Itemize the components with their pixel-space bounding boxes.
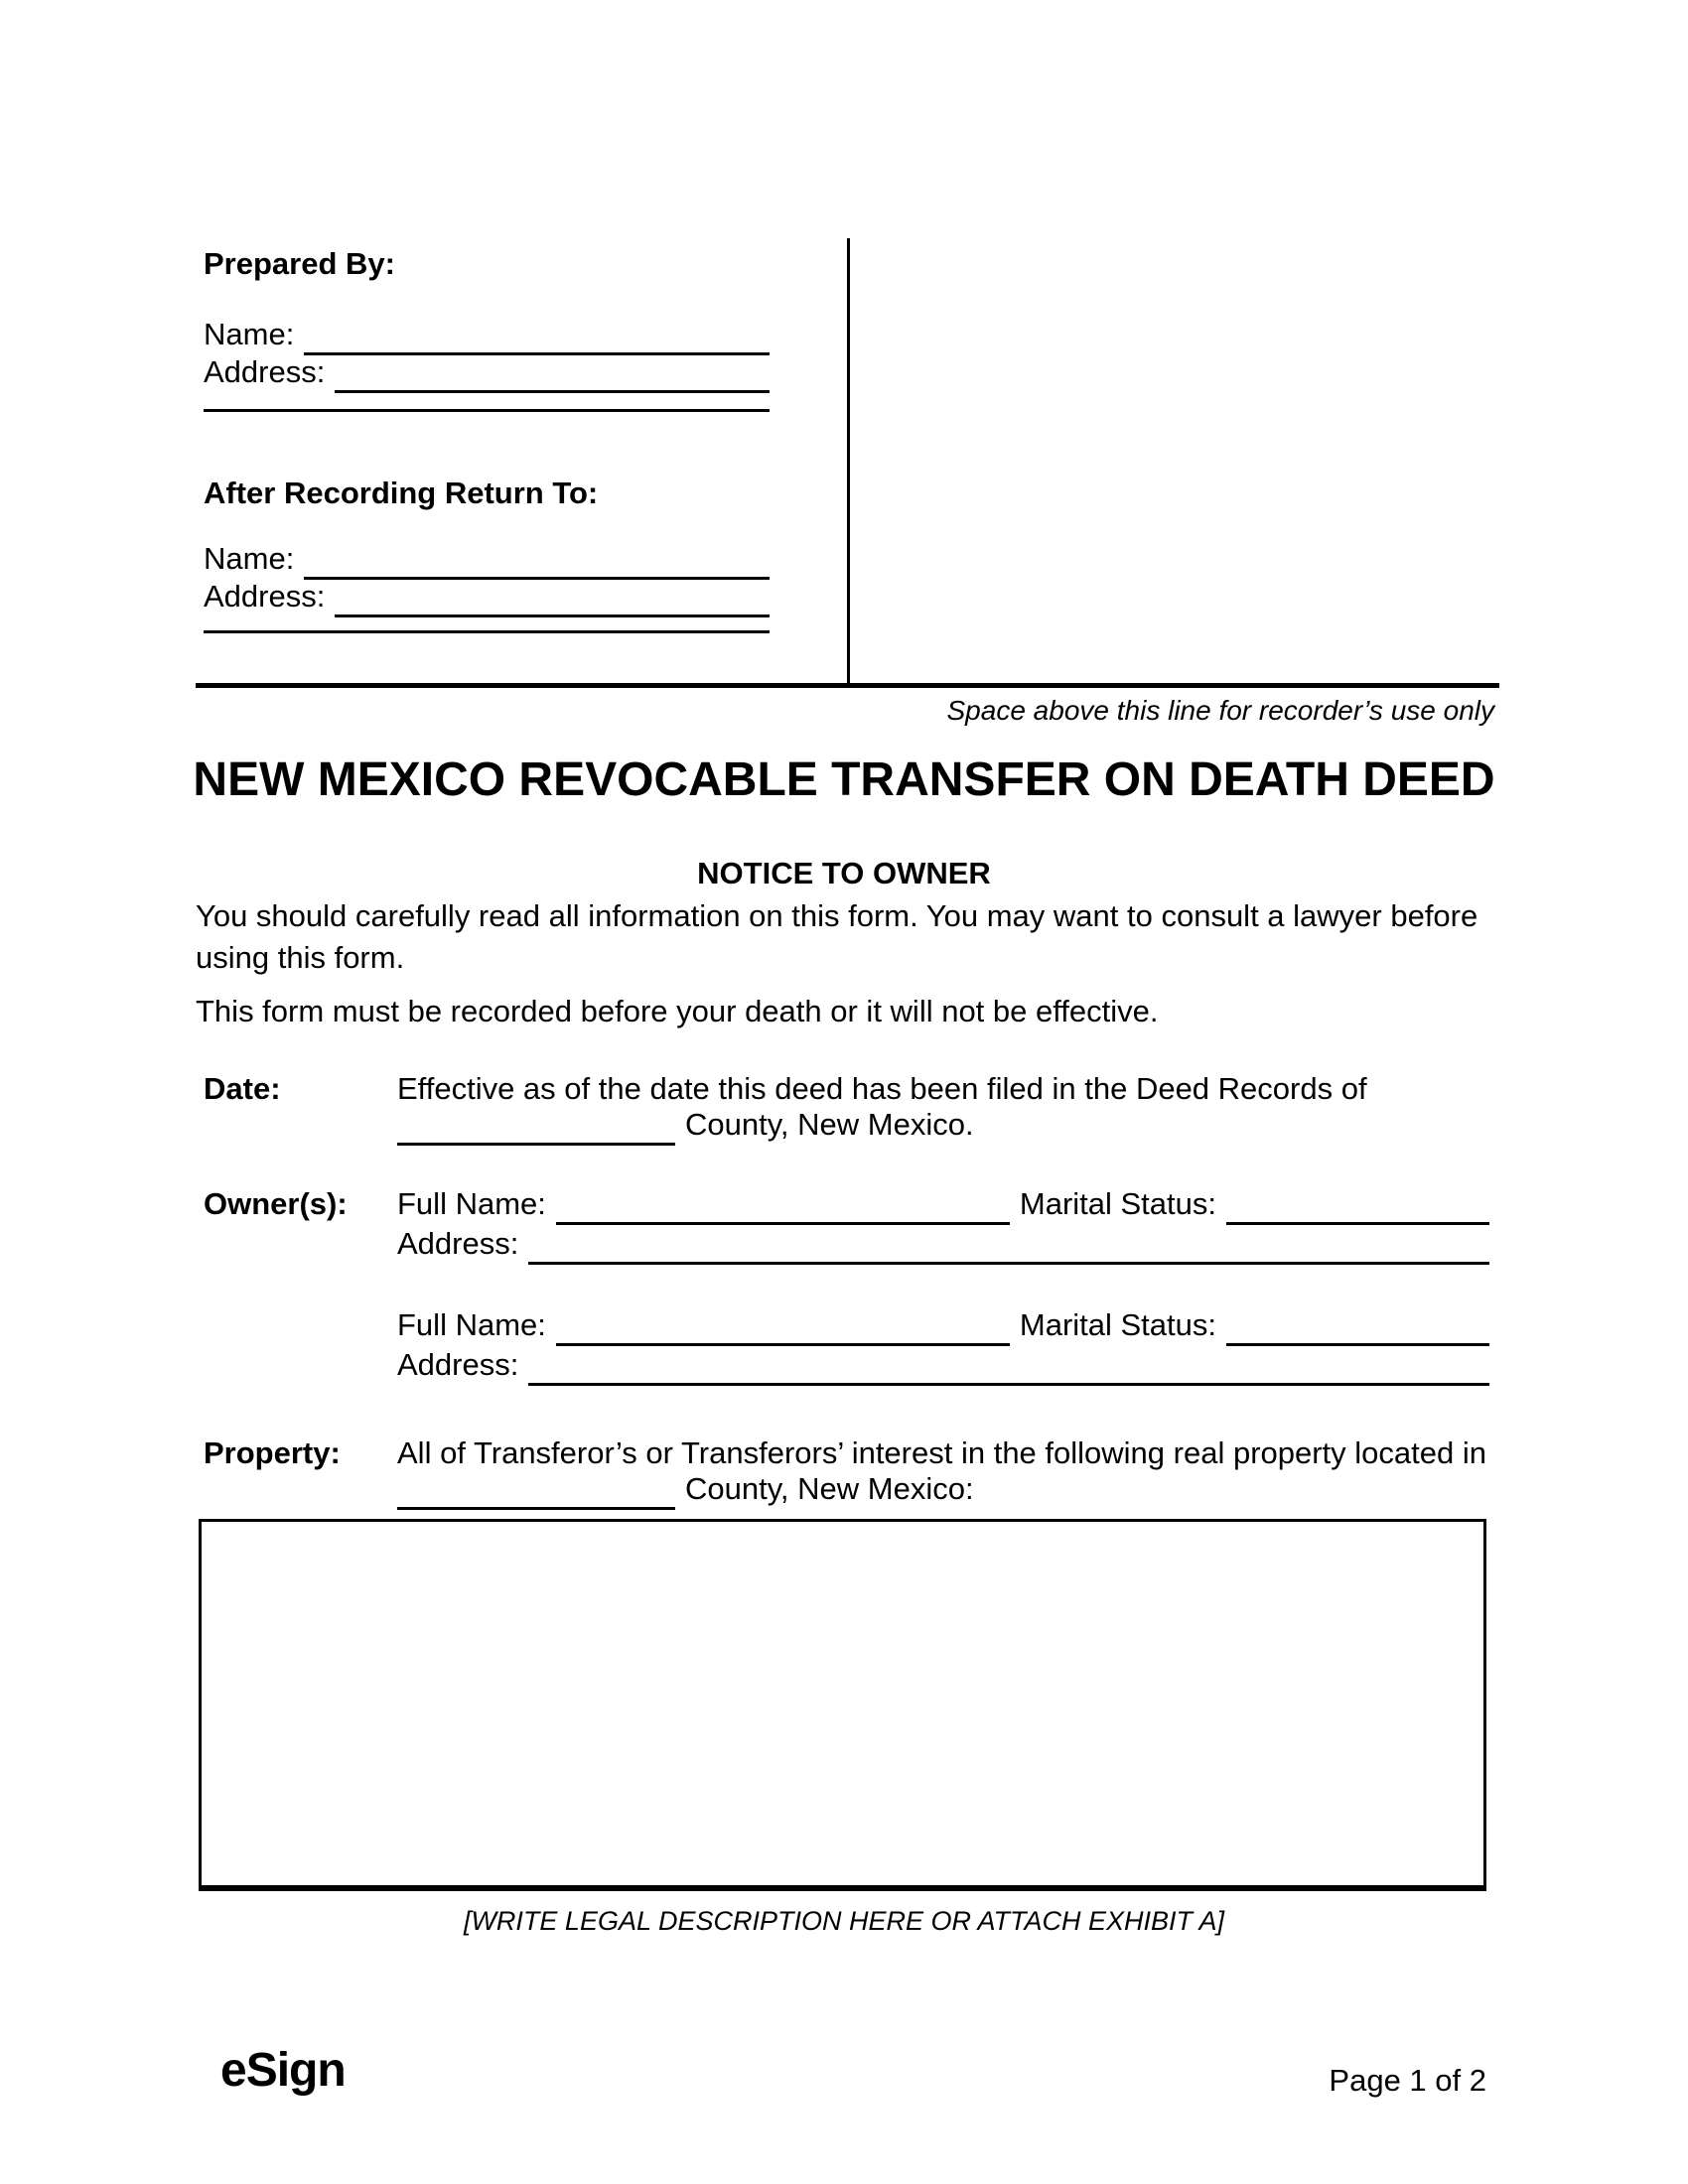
return-to-name-row [204,538,770,580]
date-section-label: Date: [204,1071,281,1106]
property-section-label: Property: [204,1435,341,1470]
owner-2-address-blank[interactable] [528,1349,1489,1386]
notice-paragraph-1-line-1: You should carefully read all information on this form. You may want to consult a lawyer before [196,898,1478,933]
prepared-by-address-blank[interactable] [335,356,770,393]
owner-2-full-name-blank[interactable] [556,1309,1010,1346]
legal-description-box[interactable] [199,1519,1486,1891]
notice-paragraph-2: This form must be recorded before your death or it will not be effective. [196,994,1159,1028]
owner-1-address-row [397,1223,1489,1265]
owner-2-address-row [397,1344,1489,1386]
document-title: NEW MEXICO REVOCABLE TRANSFER ON DEATH DEED [193,753,1495,806]
notice-heading: NOTICE TO OWNER [697,856,991,890]
prepared-by-address-blank-2[interactable] [204,409,770,412]
prepared-by-address-row [204,351,770,393]
owner-1-address-blank[interactable] [528,1228,1489,1265]
owner-2-marital-status-label: Marital Status: [1019,1307,1216,1342]
header-vertical-divider [847,238,850,685]
owners-section-label: Owner(s): [204,1186,348,1221]
recorder-divider-rule [196,683,1499,688]
prepared-by-heading: Prepared By: [204,246,395,281]
recorder-use-note: Space above this line for recorder’s use only [946,695,1494,726]
property-line-2 [397,1468,974,1510]
owner-1-marital-status-blank[interactable] [1226,1188,1489,1225]
prepared-by-name-label: Name: [204,317,295,351]
owner-1-full-name-label: Full Name: [397,1186,546,1221]
prepared-by-name-blank[interactable] [304,319,770,355]
property-county-suffix: County, New Mexico: [685,1471,974,1506]
owner-2-address-label: Address: [397,1347,519,1382]
owner-2-marital-status-blank[interactable] [1226,1309,1489,1346]
date-county-blank[interactable] [397,1109,675,1146]
return-to-heading: After Recording Return To: [204,476,599,510]
return-to-address-label: Address: [204,579,326,614]
return-to-name-label: Name: [204,541,295,576]
return-to-address-blank-2[interactable] [204,630,770,633]
date-line-2 [397,1104,974,1146]
notice-paragraph-1-line-2: using this form. [196,940,405,975]
return-to-address-blank[interactable] [335,581,770,617]
return-to-name-blank[interactable] [304,543,770,580]
date-line-1: Effective as of the date this deed has been filed in the Deed Records of [397,1071,1367,1106]
esign-logo: eSign [220,2044,346,2097]
date-county-suffix: County, New Mexico. [685,1107,974,1142]
property-line-1: All of Transferor’s or Transferors’ interest in the following real property located in [397,1435,1486,1470]
owner-1-full-name-blank[interactable] [556,1188,1010,1225]
return-to-address-row [204,576,770,617]
owner-2-full-name-label: Full Name: [397,1307,546,1342]
property-county-blank[interactable] [397,1473,675,1510]
owner-1-address-label: Address: [397,1226,519,1261]
owner-1-marital-status-label: Marital Status: [1019,1186,1216,1221]
prepared-by-name-row [204,314,770,355]
prepared-by-address-label: Address: [204,354,326,389]
owner-2-name-row [397,1304,1489,1346]
page-indicator: Page 1 of 2 [1329,2063,1486,2098]
owner-1-name-row [397,1183,1489,1225]
legal-description-caption: [WRITE LEGAL DESCRIPTION HERE OR ATTACH EXHIBIT A] [463,1906,1225,1936]
